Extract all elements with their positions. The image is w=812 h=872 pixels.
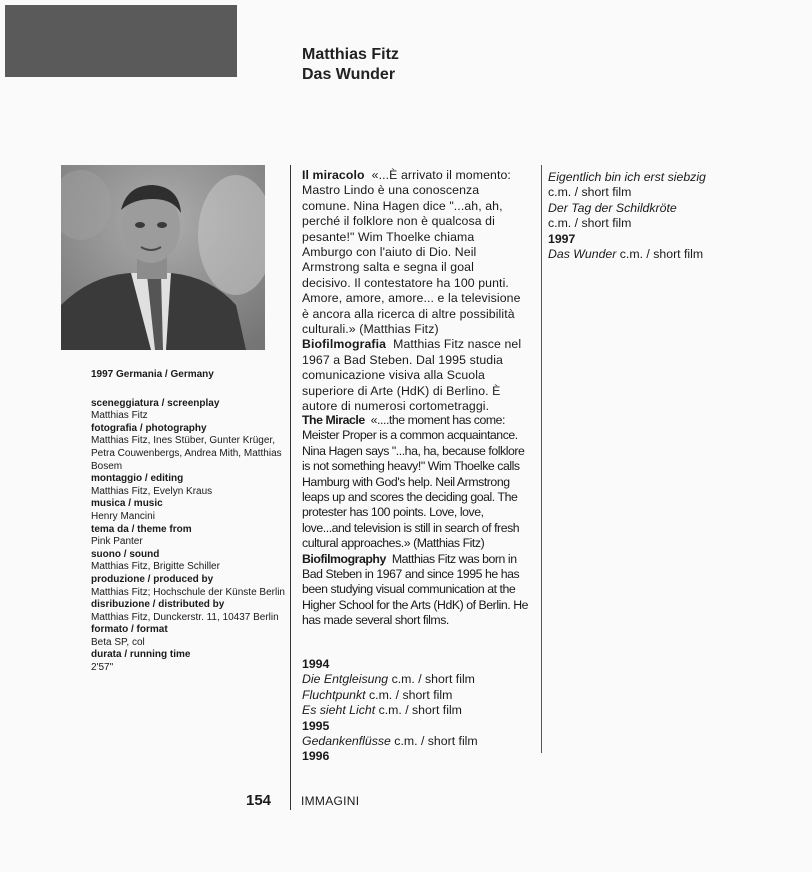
filmography-entry: Der Tag der Schildkröte	[548, 200, 677, 215]
country-year: 1997 Germania / Germany	[91, 369, 214, 380]
italian-synopsis: Il miracolo «...È arrivato il momento: Mastro Lindo è una conoscenza comune. Nina Hagen dice "...ah, ah, perché il folklore non è qualcosa di pesante!" Wim Thoelke chiama Amburgo con l'aiuto di Dio. Neil Armstrong salta e segna il goal decisivo. Il contestatore ha 100 punti. Amore, amore, amore... e la televisione è ancora alla ricerca di altre possibilità culturali.» (Matthias Fitz)	[302, 168, 521, 337]
filmography-entry: Gedankenflüsse c.m. / short film	[302, 734, 478, 749]
author-name: Matthias Fitz	[302, 46, 399, 63]
english-text	[302, 413, 530, 629]
credit-item: suono / sound Matthias Fitz, Brigitte Schiller	[91, 548, 220, 573]
filmography-right: Eigentlich bin ich erst siebzig c.m. / short film Der Tag der Schildkröte c.m. / short film 1997 Das Wunder c.m. / short film	[548, 170, 798, 262]
italian-bio: Biofilmografia Matthias Fitz nasce nel 1967 a Bad Steben. Dal 1995 studia comunicazione visiva alla Scuola superiore di Arte (HdK) di Berlino. È autore di numerosi cortometraggi.	[302, 337, 522, 414]
filmography-year: 1997	[548, 231, 576, 246]
portrait-image	[61, 165, 265, 350]
english-synopsis: The Miracle «....the moment has come: Meister Proper is a common acquaintance. Nina Hagen says "...ha, ha, because folklore is not something heavy!" Wim Thoelke calls Hamburg with God's help. Neil Armstrong leaps up and scores the deciding goal. The protester has 100 points. Love, love, love...and television is still in search of fresh cultural approaches.» (Matthias Fitz)	[302, 413, 525, 551]
credit-item: tema da / theme from Pink Panter	[91, 523, 192, 548]
page-number: 154	[246, 792, 272, 809]
credit-item: fotografia / photography Matthias Fitz, Ines Stüber, Gunter Krüger, Petra Couwenbergs, Andrea Mith, Matthias Bosem	[91, 422, 282, 472]
filmography-entry: Eigentlich bin ich erst siebzig	[548, 170, 706, 184]
column-divider-right	[541, 165, 542, 753]
director-photo	[61, 165, 265, 350]
header-gray-block	[5, 5, 237, 77]
column-divider-left	[290, 165, 291, 810]
credit-item: montaggio / editing Matthias Fitz, Evelyn Kraus	[91, 473, 213, 497]
credit-item: formato / format Beta SP, col	[91, 624, 168, 648]
credits-block	[91, 369, 291, 675]
credit-item: produzione / produced by Matthias Fitz; Hochschule der Künste Berlin	[91, 573, 285, 598]
english-bio: Biofilmography Matthias Fitz was born in Bad Steben in 1967 and since 1995 he has been studying visual communication at the Higher School for the Arts (HdK) of Berlin. He has made several short films.	[302, 551, 529, 628]
filmography-left	[302, 657, 532, 765]
filmography-entry: Fluchtpunkt c.m. / short film	[302, 687, 453, 702]
credit-item: disribuzione / distributed by Matthias Fitz, Dunckerstr. 11, 10437 Berlin	[91, 599, 279, 623]
credit-item: musica / music Henry Mancini	[91, 498, 163, 522]
credit-item: durata / running time 2'57"	[91, 649, 191, 674]
filmography-entry: Die Entgleisung c.m. / short film	[302, 672, 475, 687]
filmography-year: 1995	[302, 718, 330, 733]
filmography-entry: Das Wunder c.m. / short film	[548, 247, 704, 262]
filmography-entry: Es sieht Licht c.m. / short film	[302, 703, 462, 718]
italian-text	[302, 168, 526, 415]
filmography-year: 1996	[302, 749, 330, 764]
film-title: Das Wunder	[302, 66, 396, 83]
section-name: IMMAGINI	[301, 794, 360, 808]
page-header	[302, 45, 399, 85]
filmography-year: 1994	[302, 657, 330, 671]
credit-item: sceneggiatura / screenplay Matthias Fitz	[91, 397, 220, 422]
